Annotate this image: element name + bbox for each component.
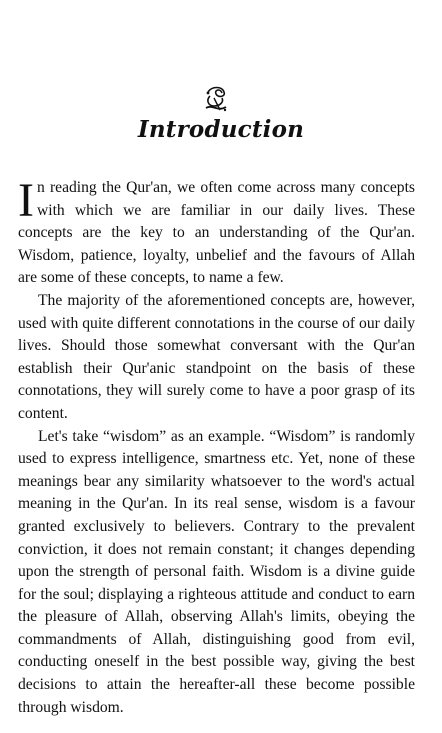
body-text <box>18 174 415 719</box>
paragraph: Let's take “wisdom” as an example. “Wisdom” is randomly used to express intelligence, smartness etc. Yet, none of these meanings bear any similarity whatsoever to the word's actual meaning in the Qur'an. In its real sense, wisdom is a favour granted exclusively to believers. Contrary to the prevalent conviction, it does not remain constant; it changes depending upon the strength of personal faith. Wisdom is a divine guide for the soul; displaying a righteous attitude and conduct to earn the pleasure of Allah, observing Allah's limits, obeying the commandments of Allah, distinguishing good from evil, conducting oneself in the best possible way, giving the best decisions to attain the hereafter-all these become possible through wisdom. <box>18 427 415 716</box>
paragraph: In reading the Qur'an, we often come across many concepts with which we are familiar in our daily lives. These concepts are the key to an understanding of the Qur'an. Wisdom, patience, loyalty, unbelief and the favours of Allah are some of these concepts, to name a few. <box>18 174 415 287</box>
page-title: Introduction <box>137 116 305 143</box>
paragraph: The majority of the aforementioned concepts are, however, used with quite different connotations in the course of our daily lives. Should those somewhat conversant with the Qur'an establish their Qur'anic standpoint on the basis of these connotations, they will surely come to have a poor grasp of its content. <box>18 291 415 422</box>
calligraphic-ornament-icon <box>200 84 232 114</box>
drop-cap: I <box>18 174 34 227</box>
